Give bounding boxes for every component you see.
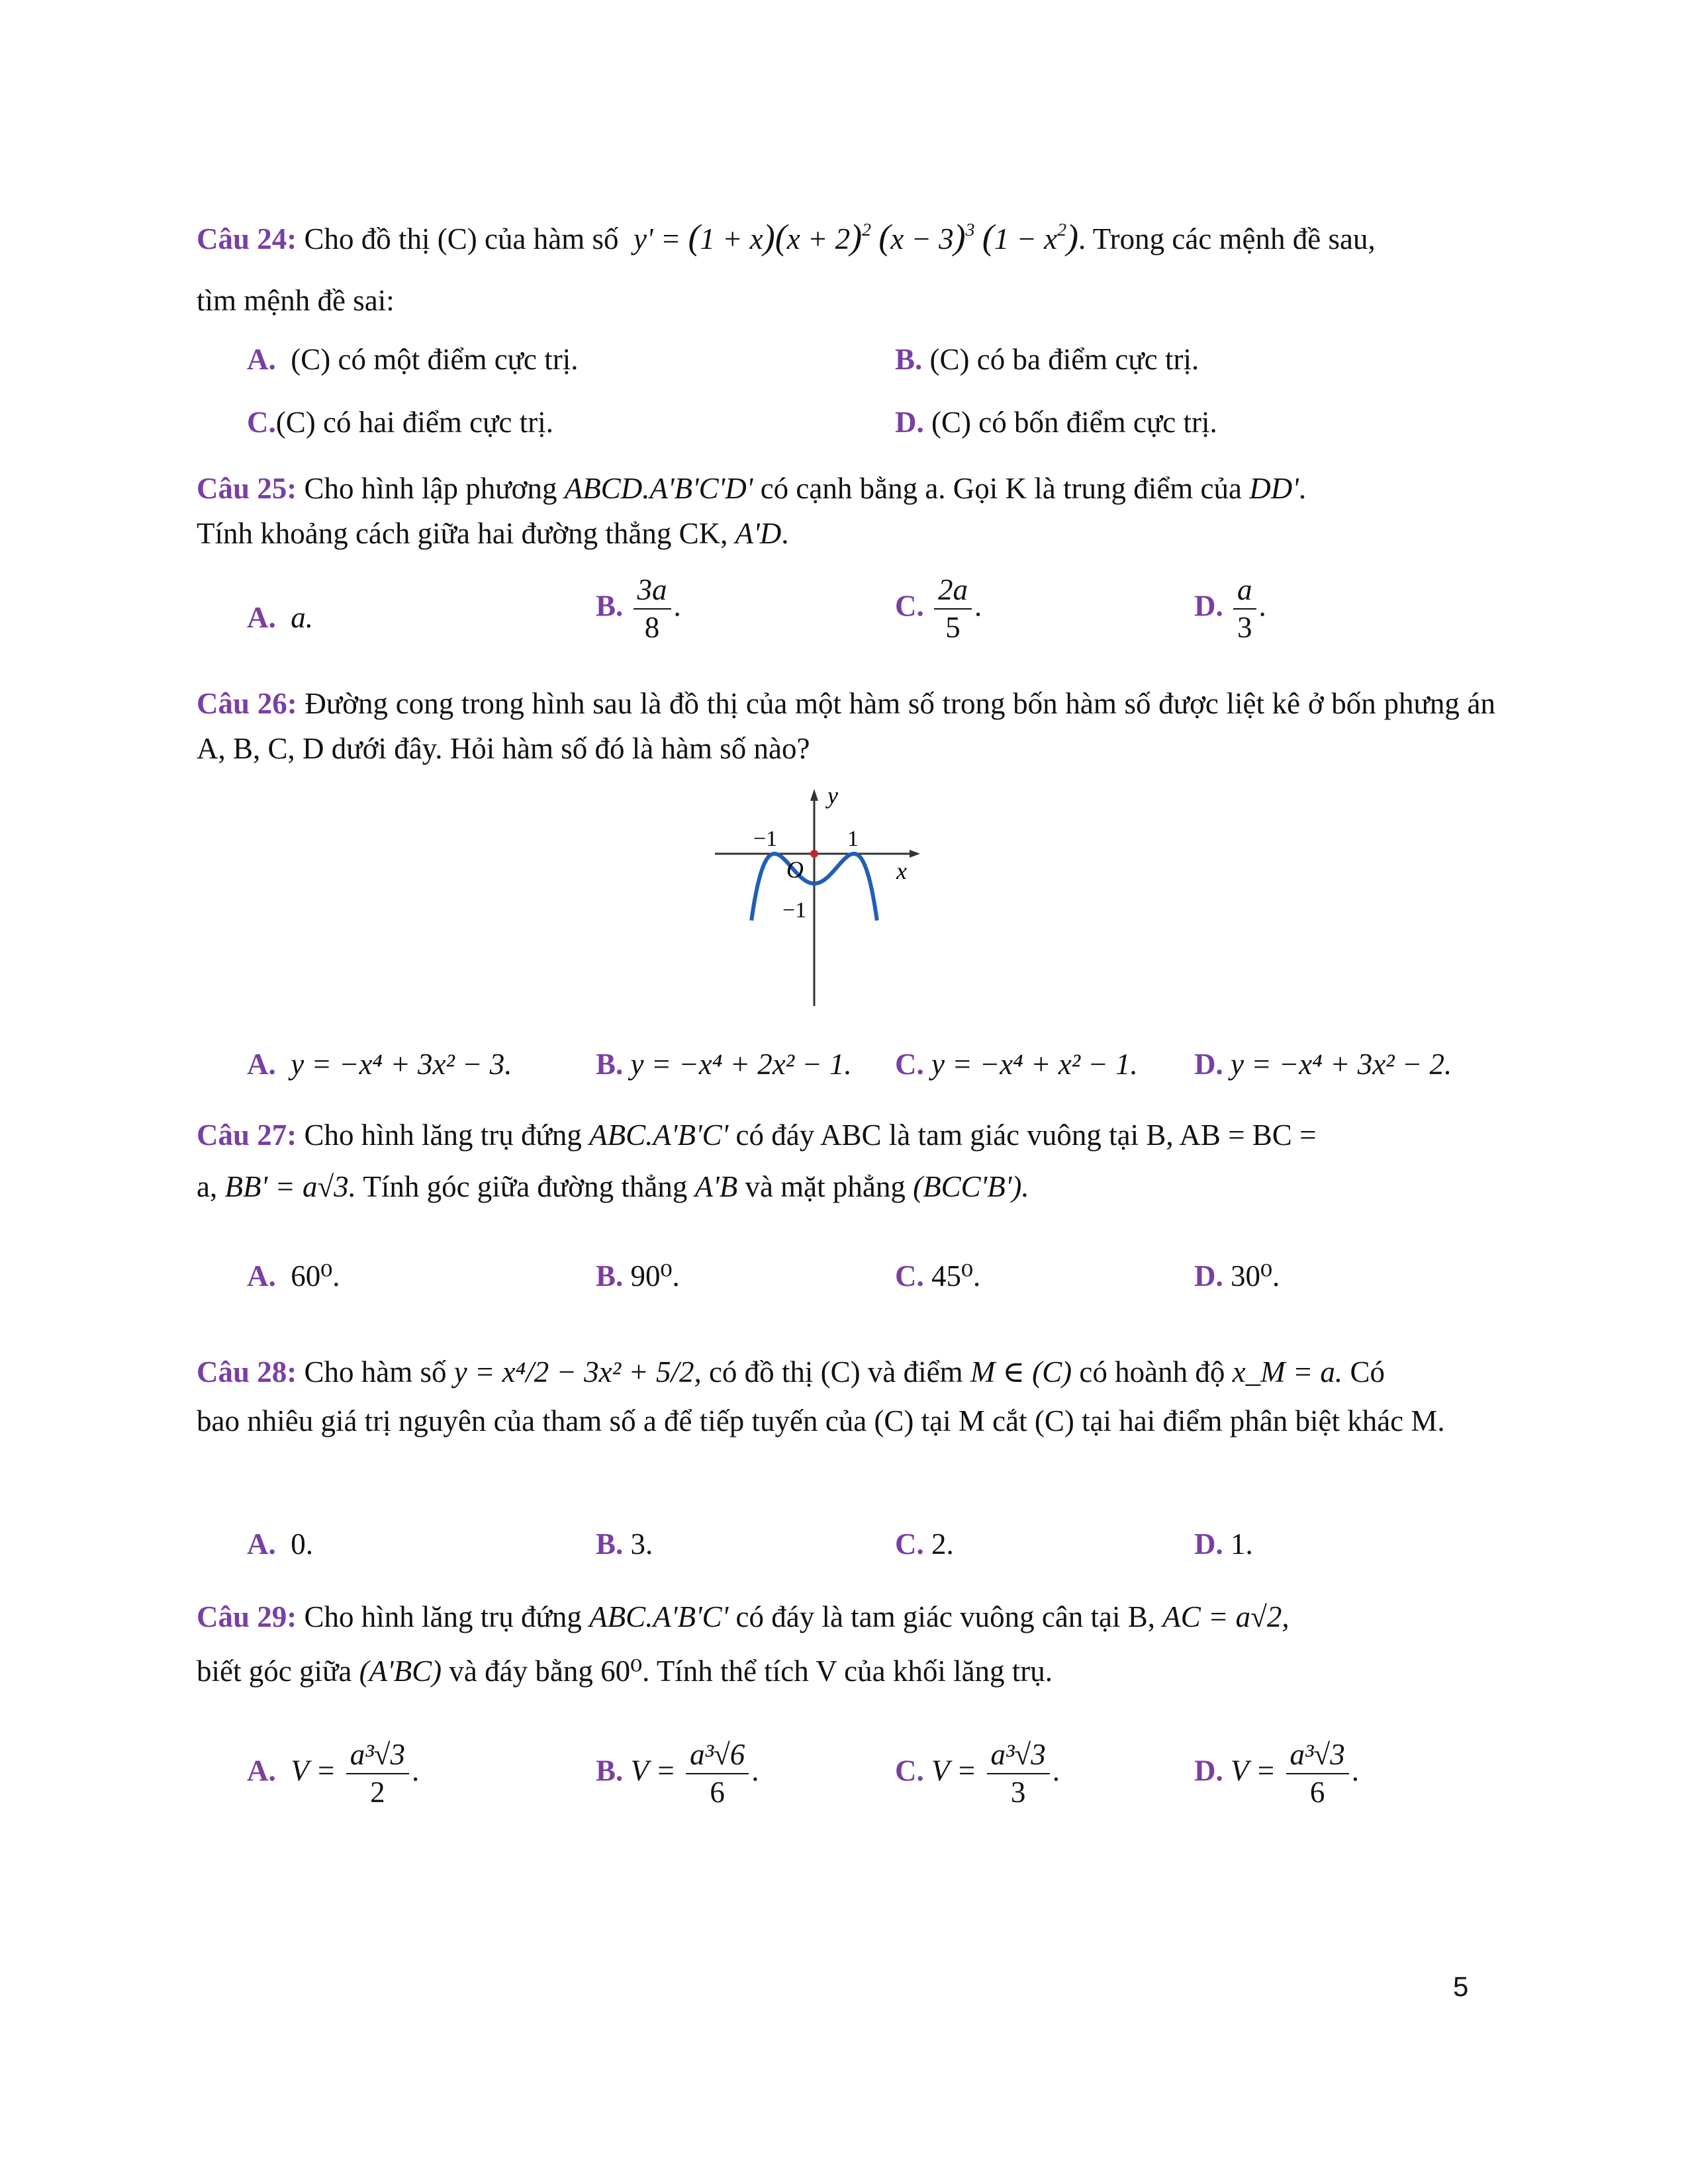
option-a[interactable]: A. 60⁰. xyxy=(247,1259,340,1293)
option-text: (C) có ba điểm cực trị. xyxy=(929,343,1199,376)
tick-label-1: 1 xyxy=(847,827,859,851)
option-d[interactable] xyxy=(895,400,1217,445)
option-key: B. xyxy=(895,343,923,376)
tick-label-y-neg1: −1 xyxy=(782,898,807,923)
option-d[interactable]: D. $\frac{a}{3}$ . xyxy=(1194,573,1266,645)
option-a[interactable]: A. 0. xyxy=(247,1527,313,1561)
option-text: (C) có một điểm cực trị. xyxy=(291,343,579,376)
x-axis-arrow xyxy=(910,850,920,858)
option-c[interactable]: C. V = $\frac{\text{a³√3}}{3}$ . xyxy=(895,1738,1060,1809)
question-text: Cho đồ thị (C) của hàm số xyxy=(304,222,619,255)
question-text-rest: bao nhiêu giá trị nguyên của tham số a để tiếp tuyến của (C) tại M cắt (C) tại hai điểm phân biệt khác M. xyxy=(197,1404,1445,1437)
question-text: có cạnh bằng a. Gọi K là trung điểm của xyxy=(760,472,1242,505)
abscissa-m: x_M = a. xyxy=(1232,1355,1343,1388)
segment-ad: A'D xyxy=(735,516,782,550)
length-bb: BB' = a√3. xyxy=(224,1169,356,1203)
option-c[interactable]: C. 45⁰. xyxy=(895,1259,981,1293)
option-d[interactable]: D. y = −x⁴ + 3x² − 2. xyxy=(1194,1048,1452,1081)
question-label: Câu 26: xyxy=(197,687,297,720)
derivative-formula: $y' = (1 + x)(x + 2)^2$ $(x - 3)^3$ $(1 - x^2)$ xyxy=(626,217,1079,257)
plane-name: (A'BC) xyxy=(359,1654,442,1688)
option-key: C. xyxy=(247,406,276,439)
question-label: Câu 24: xyxy=(197,222,297,255)
option-a[interactable]: A. y = −x⁴ + 3x² − 3. xyxy=(247,1048,512,1081)
page-number: 5 xyxy=(1453,1971,1469,2002)
length-ac: AC = a√2, xyxy=(1162,1600,1289,1633)
line-ab: A'B xyxy=(694,1169,738,1203)
option-b[interactable]: B. 3. xyxy=(596,1527,653,1561)
point-m: M ∈ (C) xyxy=(970,1355,1072,1388)
option-c[interactable]: C. y = −x⁴ + x² − 1. xyxy=(895,1048,1138,1081)
question-text: . Trong các mệnh đề sau, xyxy=(1078,222,1376,255)
prism-name: ABC.A'B'C' xyxy=(589,1600,729,1633)
plane-name: (BCC'B'). xyxy=(913,1169,1029,1203)
question-label: Câu 29: xyxy=(197,1600,297,1633)
option-a[interactable] xyxy=(247,338,579,383)
question-text: Cho hình lập phương xyxy=(304,472,557,505)
option-c[interactable]: C. $\frac{2a}{5}$ . xyxy=(895,573,982,645)
question-text: Đường cong trong hình sau là đồ thị của một hàm số trong bốn hàm số được liệt kê ở bốn phưng án A, B, C, D dưới đây. Hỏi hàm số đó là hàm số nào? xyxy=(197,687,1495,765)
option-b[interactable] xyxy=(895,338,1199,383)
option-d[interactable]: D. 1. xyxy=(1194,1527,1253,1561)
y-axis-arrow xyxy=(810,789,818,801)
option-text: (C) có bốn điểm cực trị. xyxy=(931,406,1217,439)
question-text-line2: a, BB' = a√3. Tính góc giữa đường thẳng A'B và mặt phẳng (BCC'B'). xyxy=(197,1169,1029,1203)
option-b[interactable]: B. V = $\frac{\text{a³√6}}{6}$ . xyxy=(596,1738,759,1809)
question-29: Câu 29: Cho hình lăng trụ đứng ABC.A'B'C' có đáy là tam giác vuông cân tại B, AC = a√2, biết góc giữa (A'BC) và đáy bằng 60⁰. Tính thể tích V của khối lăng trụ. xyxy=(197,1595,1495,1694)
option-c[interactable]: C. 2. xyxy=(895,1527,954,1561)
question-25: Câu 25: Cho hình lập phương ABCD.A'B'C'D' có cạnh bằng a. Gọi K là trung điểm của DD'. Tính khoảng cách giữa hai đường thẳng CK, A'D. xyxy=(197,467,1495,556)
x-label: x xyxy=(896,858,907,884)
question-28: Câu 28: Cho hàm số y = x⁴/2 − 3x² + 5/2, có đồ thị (C) và điểm M ∈ (C) có hoành độ x_M = a. Có bao nhiêu giá trị nguyên của tham số a để tiếp tuyến của (C) tại M cắt (C) tại hai điểm phân biệt khác M. xyxy=(197,1350,1495,1443)
origin-dot xyxy=(810,850,818,858)
option-b[interactable]: B. $\frac{3a}{8}$ . xyxy=(596,573,681,645)
question-label: Câu 27: xyxy=(197,1118,297,1152)
prism-name: ABC.A'B'C' xyxy=(589,1118,729,1152)
question-text-line2: Tính khoảng cách giữa hai đường thẳng CK, A'D. xyxy=(197,516,789,550)
cube-name: ABCD.A'B'C'D' xyxy=(564,472,753,505)
option-b[interactable]: B. y = −x⁴ + 2x² − 1. xyxy=(596,1048,852,1081)
origin-label: O xyxy=(786,856,804,883)
question-26 xyxy=(197,682,1495,771)
question-27: Câu 27: Cho hình lăng trụ đứng ABC.A'B'C' có đáy ABC là tam giác vuông tại B, AB = BC = a, BB' = a√3. Tính góc giữa đường thẳng A'B và mặt phẳng (BCC'B'). xyxy=(197,1113,1495,1209)
function-formula: y = x⁴/2 − 3x² + 5/2, xyxy=(453,1355,702,1388)
tick-label-neg1: −1 xyxy=(753,827,778,851)
question-24 xyxy=(197,210,1495,324)
question-label: Câu 28: xyxy=(197,1355,297,1388)
option-d[interactable]: D. 30⁰. xyxy=(1194,1259,1280,1293)
segment-dd: DD' xyxy=(1249,472,1299,505)
question-text-line2: biết góc giữa (A'BC) và đáy bằng 60⁰. Tính thể tích V của khối lăng trụ. xyxy=(197,1654,1053,1688)
option-text: (C) có hai điểm cực trị. xyxy=(275,406,553,439)
option-key: A. xyxy=(247,343,276,376)
option-a[interactable]: A. V = $\frac{\text{a³√3}}{2}$ . xyxy=(247,1738,420,1809)
option-a[interactable]: A. a. xyxy=(247,601,313,634)
option-b[interactable]: B. 90⁰. xyxy=(596,1259,680,1293)
function-graph xyxy=(702,788,920,1006)
option-key: D. xyxy=(895,406,924,439)
y-label: y xyxy=(827,788,838,809)
option-c[interactable] xyxy=(247,400,553,445)
question-text-line2: tìm mệnh đề sai: xyxy=(197,284,395,317)
option-d[interactable]: D. V = $\frac{\text{a³√3}}{6}$ . xyxy=(1194,1738,1359,1809)
question-label: Câu 25: xyxy=(197,472,297,505)
